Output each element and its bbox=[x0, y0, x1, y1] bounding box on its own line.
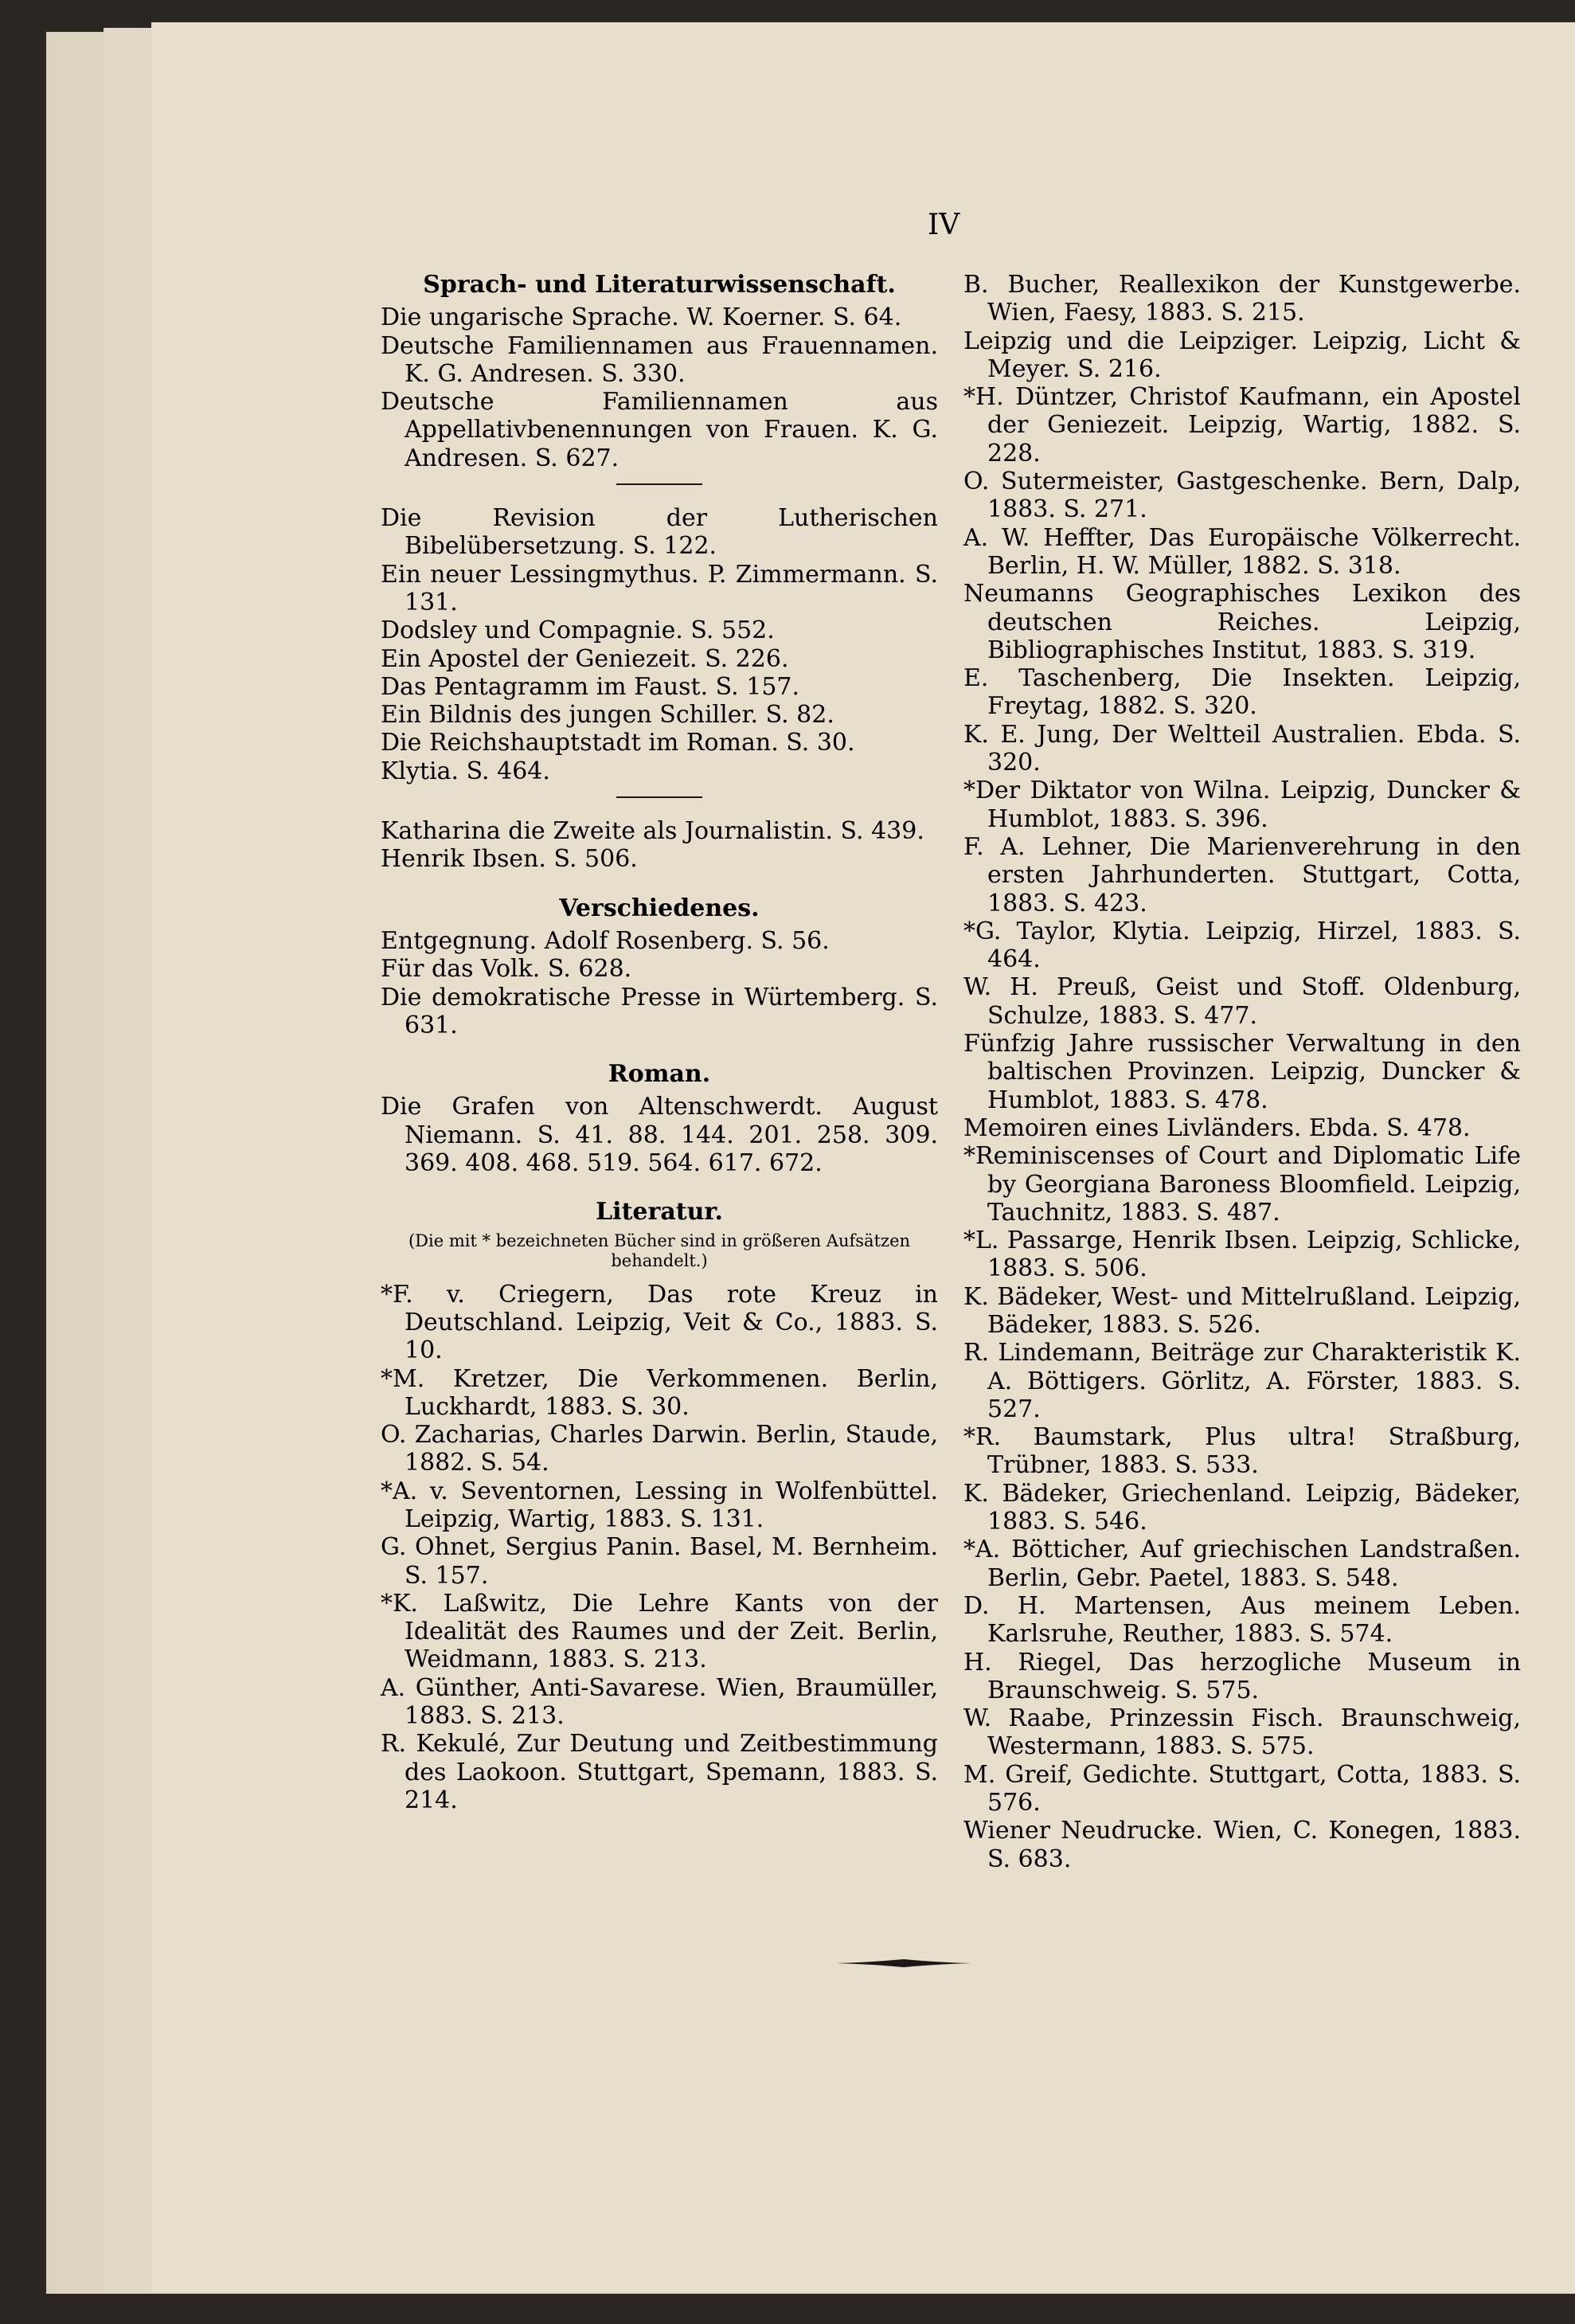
index-entry: W. Raabe, Prinzessin Fisch. Braunschweig, Westermann, 1883. S. 575. bbox=[963, 1704, 1521, 1761]
index-entry: *G. Taylor, Klytia. Leipzig, Hirzel, 1883. S. 464. bbox=[963, 917, 1521, 974]
index-entry: B. Bucher, Reallexikon der Kunstgewerbe. Wien, Faesy, 1883. S. 215. bbox=[963, 271, 1521, 327]
index-entry: A. W. Heffter, Das Europäische Völkerrecht. Berlin, H. W. Müller, 1882. S. 318. bbox=[963, 523, 1521, 580]
index-entry: *A. Bötticher, Auf griechischen Landstraßen. Berlin, Gebr. Paetel, 1883. S. 548. bbox=[963, 1536, 1521, 1592]
index-entry: Leipzig und die Leipziger. Leipzig, Licht & Meyer. S. 216. bbox=[963, 327, 1521, 383]
section-heading: Verschiedenes. bbox=[559, 894, 760, 922]
index-entry: Ein Bildnis des jungen Schiller. S. 82. bbox=[381, 701, 834, 730]
index-entry: Für das Volk. S. 628. bbox=[381, 955, 632, 984]
index-entry: Klytia. S. 464. bbox=[381, 757, 550, 785]
index-entry: Ein neuer Lessingmythus. P. Zimmermann. S. 131. bbox=[381, 560, 938, 616]
index-entry: F. A. Lehner, Die Marienverehrung in den ersten Jahrhunderten. Stuttgart, Cotta, 1883. S. 423. bbox=[963, 832, 1521, 917]
index-entry: K. Bädeker, Griechenland. Leipzig, Bädeker, 1883. S. 546. bbox=[963, 1479, 1521, 1536]
index-entry: *Der Diktator von Wilna. Leipzig, Duncker & Humblot, 1883. S. 396. bbox=[963, 777, 1521, 833]
index-entry: Deutsche Familiennamen aus Appellativbenennungen von Frauen. K. G. Andresen. S. 627. bbox=[381, 388, 938, 472]
page-number: IV bbox=[928, 209, 960, 241]
section-heading: Sprach- und Literaturwissenschaft. bbox=[423, 271, 896, 299]
index-entry: Dodsley und Compagnie. S. 552. bbox=[381, 616, 775, 645]
right-column bbox=[963, 271, 1521, 1873]
section-heading: Roman. bbox=[608, 1060, 711, 1089]
index-entry: *R. Baumstark, Plus ultra! Straßburg, Trübner, 1883. S. 533. bbox=[963, 1423, 1521, 1480]
section-heading: Literatur. bbox=[596, 1198, 723, 1227]
index-entry: *K. Laßwitz, Die Lehre Kants von der Idealität des Raumes und der Zeit. Berlin, Weidmann, 1883. S. 213. bbox=[381, 1589, 938, 1674]
index-entry: D. H. Martensen, Aus meinem Leben. Karlsruhe, Reuther, 1883. S. 574. bbox=[963, 1591, 1521, 1649]
index-entry: *M. Kretzer, Die Verkommenen. Berlin, Luckhardt, 1883. S. 30. bbox=[381, 1364, 938, 1421]
index-entry: Die ungarische Sprache. W. Koerner. S. 64. bbox=[381, 303, 902, 332]
index-entry: Memoiren eines Livländers. Ebda. S. 478. bbox=[963, 1113, 1471, 1142]
end-ornament bbox=[836, 1958, 971, 1969]
index-entry: E. Taschenberg, Die Insekten. Leipzig, Freytag, 1882. S. 320. bbox=[963, 664, 1521, 721]
group-separator-rule bbox=[616, 796, 702, 798]
index-entry: Ein Apostel der Geniezeit. S. 226. bbox=[381, 644, 789, 673]
index-entry: A. Günther, Anti-Savarese. Wien, Braumüller, 1883. S. 213. bbox=[381, 1673, 938, 1731]
index-entry: W. H. Preuß, Geist und Stoff. Oldenburg, Schulze, 1883. S. 477. bbox=[963, 973, 1521, 1030]
index-entry: Deutsche Familiennamen aus Frauennamen. K. G. Andresen. S. 330. bbox=[381, 331, 938, 388]
index-entry: *Reminiscenses of Court and Diplomatic Life by Georgiana Baroness Bloomfield. Leipzig, Tauchnitz, 1883. S. 487. bbox=[963, 1142, 1521, 1227]
index-entry: K. E. Jung, Der Weltteil Australien. Ebda. S. 320. bbox=[963, 720, 1521, 777]
index-entry: Neumanns Geographisches Lexikon des deutschen Reiches. Leipzig, Bibliographisches Institut, 1883. S. 319. bbox=[963, 580, 1521, 664]
index-entry: Katharina die Zweite als Journalistin. S. 439. bbox=[381, 817, 924, 846]
index-entry: Das Pentagramm im Faust. S. 157. bbox=[381, 672, 800, 701]
index-entry: Entgegnung. Adolf Rosenberg. S. 56. bbox=[381, 926, 830, 955]
index-entry: Fünfzig Jahre russischer Verwaltung in den baltischen Provinzen. Leipzig, Duncker & Humblot, 1883. S. 478. bbox=[963, 1030, 1521, 1114]
index-entry: K. Bädeker, West- und Mittelrußland. Leipzig, Bädeker, 1883. S. 526. bbox=[963, 1282, 1521, 1339]
index-entry: O. Sutermeister, Gastgeschenke. Bern, Dalp, 1883. S. 271. bbox=[963, 468, 1521, 524]
index-entry: O. Zacharias, Charles Darwin. Berlin, Staude, 1882. S. 54. bbox=[381, 1421, 938, 1477]
index-entry: Henrik Ibsen. S. 506. bbox=[381, 845, 638, 874]
index-entry: Die Grafen von Altenschwerdt. August Niemann. S. 41. 88. 144. 201. 258. 309. 369. 408. 468. 519. 564. 617. 672. bbox=[381, 1093, 938, 1178]
index-entry: H. Riegel, Das herzogliche Museum in Braunschweig. S. 575. bbox=[963, 1648, 1521, 1704]
index-entry: *L. Passarge, Henrik Ibsen. Leipzig, Schlicke, 1883. S. 506. bbox=[963, 1227, 1521, 1283]
left-column bbox=[381, 271, 938, 1814]
index-entry: Die Revision der Lutherischen Bibelübersetzung. S. 122. bbox=[381, 504, 938, 561]
index-entry: R. Kekulé, Zur Deutung und Zeitbestimmung des Laokoon. Stuttgart, Spemann, 1883. S. 214. bbox=[381, 1730, 938, 1814]
section-note: (Die mit * bezeichneten Bücher sind in größeren Aufsätzen behandelt.) bbox=[408, 1230, 911, 1270]
index-entry: *H. Düntzer, Christof Kaufmann, ein Apostel der Geniezeit. Leipzig, Wartig, 1882. S. 228. bbox=[963, 383, 1521, 468]
index-entry: Die demokratische Presse in Würtemberg. S. 631. bbox=[381, 983, 938, 1039]
index-entry: G. Ohnet, Sergius Panin. Basel, M. Bernheim. S. 157. bbox=[381, 1533, 938, 1590]
index-entry: Wiener Neudrucke. Wien, C. Konegen, 1883. S. 683. bbox=[963, 1817, 1521, 1873]
index-entry: Die Reichshauptstadt im Roman. S. 30. bbox=[381, 729, 855, 757]
index-entry: R. Lindemann, Beiträge zur Charakteristik K. A. Böttigers. Görlitz, A. Förster, 1883. S. 527. bbox=[963, 1339, 1521, 1423]
index-entry: *A. v. Seventornen, Lessing in Wolfenbüttel. Leipzig, Wartig, 1883. S. 131. bbox=[381, 1477, 938, 1533]
group-separator-rule bbox=[616, 483, 702, 485]
index-entry: M. Greif, Gedichte. Stuttgart, Cotta, 1883. S. 576. bbox=[963, 1760, 1521, 1817]
index-entry: *F. v. Criegern, Das rote Kreuz in Deutschland. Leipzig, Veit & Co., 1883. S. 10. bbox=[381, 1280, 938, 1365]
